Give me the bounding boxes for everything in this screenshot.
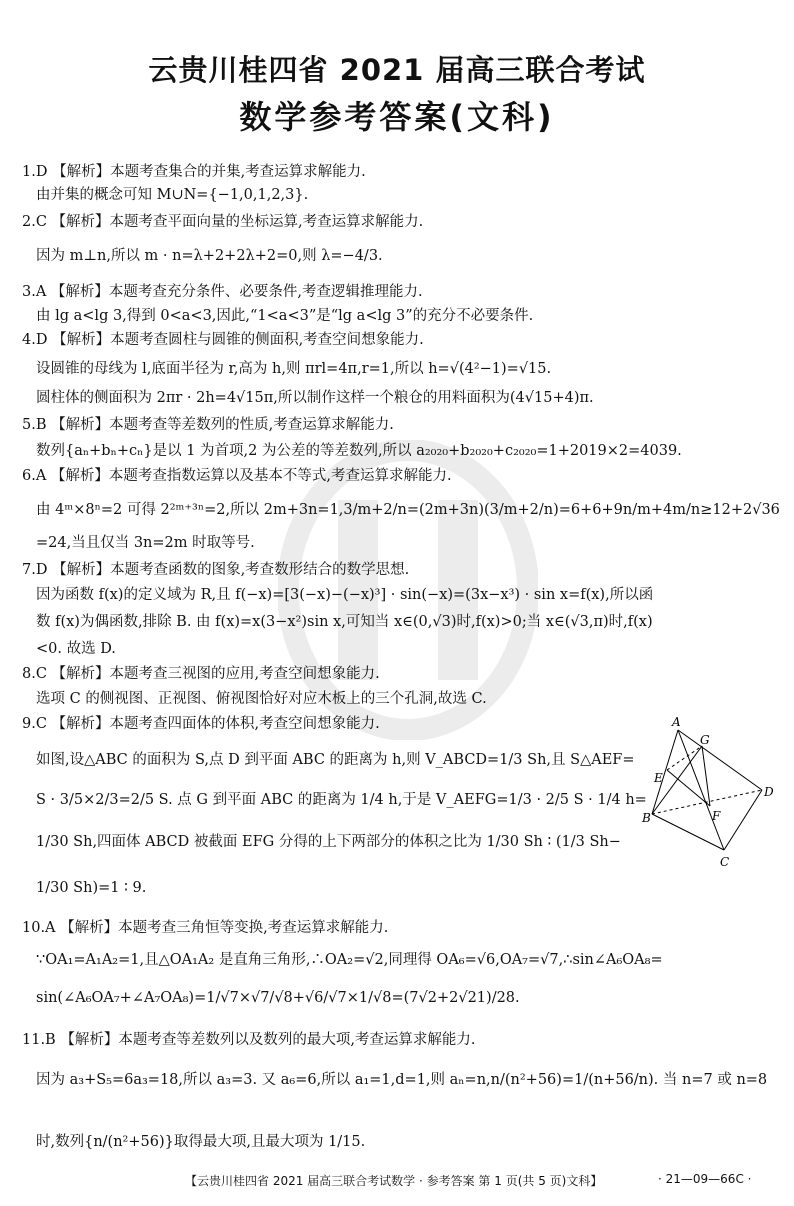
answer-5-line-1: 数列{aₙ+bₙ+cₙ}是以 1 为首项,2 为公差的等差数列,所以 a₂₀₂₀+b₂₀₂₀+c₂₀₂₀=1+2019×2=4039. [36, 443, 682, 459]
footer-code: · 21—09—66C · [658, 1172, 752, 1186]
answer-1-line-1: 由并集的概念可知 M∪N={−1,0,1,2,3}. [36, 187, 309, 203]
label-b: B [642, 811, 651, 825]
edge-ef [667, 770, 710, 806]
edge-ad [678, 730, 762, 790]
answer-10-line-1: ∵OA₁=A₁A₂=1,且△OA₁A₂ 是直角三角形,∴OA₂=√2,同理得 OA₆=√6,OA₇=√7,∴sin∠A₆OA₈= [36, 952, 663, 968]
label-c: C [720, 855, 730, 869]
answer-1-head: 1.D 【解析】本题考查集合的并集,考查运算求解能力. [22, 164, 366, 180]
edge-bd [652, 790, 762, 814]
answer-4-head: 4.D 【解析】本题考查圆柱与圆锥的侧面积,考查空间想象能力. [22, 332, 424, 348]
answer-2-head: 2.C 【解析】本题考查平面向量的坐标运算,考查运算求解能力. [22, 214, 424, 230]
answer-6-head: 6.A 【解析】本题考查指数运算以及基本不等式,考查运算求解能力. [22, 468, 452, 484]
answer-3-head: 3.A 【解析】本题考查充分条件、必要条件,考查逻辑推理能力. [22, 284, 423, 300]
answer-6-line-1: 由 4ᵐ×8ⁿ=2 可得 2²ᵐ⁺³ⁿ=2,所以 2m+3n=1,3/m+2/n=(2m+3n)(3/m+2/n)=6+6+9n/m+4m/n≥12+2√36 [36, 502, 780, 518]
edge-cd [724, 790, 762, 850]
answer-11-line-1: 因为 a₃+S₅=6a₃=18,所以 a₃=3. 又 a₆=6,所以 a₁=1,d=1,则 aₙ=n,n/(n²+56)=1/(n+56/n). 当 n=7 或 n=8 [36, 1072, 768, 1088]
answer-5-head: 5.B 【解析】本题考查等差数列的性质,考查运算求解能力. [22, 417, 394, 433]
answer-10-line-2: sin(∠A₆OA₇+∠A₇OA₈)=1/√7×√7/√8+√6/√7×1/√8=(7√2+2√21)/28. [36, 990, 520, 1006]
answer-6-line-2: =24,当且仅当 3n=2m 时取等号. [36, 535, 255, 551]
answer-9-line-1: 如图,设△ABC 的面积为 S,点 D 到平面 ABC 的距离为 h,则 V_ABCD=1/3 Sh,且 S△AEF= [36, 752, 635, 768]
answer-4-line-1: 设圆锥的母线为 l,底面半径为 r,高为 h,则 πrl=4π,r=1,所以 h=√(4²−1)=√15. [36, 361, 552, 377]
answer-7-line-2: 数 f(x)为偶函数,排除 B. 由 f(x)=x(3−x²)sin x,可知当 x∈(0,√3)时,f(x)>0;当 x∈(√3,π)时,f(x) [36, 614, 653, 630]
label-d: D [764, 785, 774, 799]
answer-10-head: 10.A 【解析】本题考查三角恒等变换,考查运算求解能力. [22, 920, 389, 936]
label-a: A [672, 715, 681, 729]
answer-7-line-1: 因为函数 f(x)的定义域为 R,且 f(−x)=[3(−x)−(−x)³] · sin(−x)=(3x−x³) · sin x=f(x),所以函 [36, 587, 654, 603]
label-g: G [700, 733, 710, 747]
answer-9-line-2: S · 3/5×2/3=2/5 S. 点 G 到平面 ABC 的距离为 1/4 h,于是 V_AEFG=1/3 · 2/5 S · 1/4 h= [36, 792, 647, 808]
label-f: F [712, 809, 721, 823]
label-e: E [654, 771, 663, 785]
answer-7-line-3: <0. 故选 D. [36, 641, 116, 657]
answer-7-head: 7.D 【解析】本题考查函数的图象,考查数形结合的数学思想. [22, 562, 410, 578]
tetrahedron-figure [640, 710, 778, 870]
answer-8-line-1: 选项 C 的侧视图、正视图、俯视图恰好对应木板上的三个孔洞,故选 C. [36, 691, 487, 707]
title-line-2: 数学参考答案(文科) [239, 98, 555, 136]
answer-8-head: 8.C 【解析】本题考查三视图的应用,考查空间想象能力. [22, 666, 380, 682]
footer-center-text: 【云贵川桂四省 2021 届高三联合考试数学 · 参考答案 第 1 页(共 5 页)文科】 [185, 1174, 603, 1188]
title-line-1: 云贵川桂四省 2021 届高三联合考试 [148, 53, 646, 87]
answer-3-line-1: 由 lg a<lg 3,得到 0<a<3,因此,“1<a<3”是“lg a<lg 3”的充分不必要条件. [36, 308, 534, 324]
answer-11-line-2: 时,数列{n/(n²+56)}取得最大项,且最大项为 1/15. [36, 1134, 366, 1150]
answer-9-head: 9.C 【解析】本题考查四面体的体积,考查空间想象能力. [22, 716, 380, 732]
answer-9-line-3: 1/30 Sh,四面体 ABCD 被截面 EFG 分得的上下两部分的体积之比为 1/30 Sh ∶ (1/3 Sh− [36, 834, 621, 850]
answer-4-line-2: 圆柱体的侧面积为 2πr · 2h=4√15π,所以制作这样一个粮仓的用料面积为(4√15+4)π. [36, 390, 594, 406]
answer-2-line-1: 因为 m⊥n,所以 m · n=λ+2+2λ+2=0,则 λ=−4/3. [36, 248, 383, 264]
answer-11-head: 11.B 【解析】本题考查等差数列以及数列的最大项,考查运算求解能力. [22, 1032, 476, 1048]
answer-9-line-4: 1/30 Sh)=1 ∶ 9. [36, 880, 147, 896]
